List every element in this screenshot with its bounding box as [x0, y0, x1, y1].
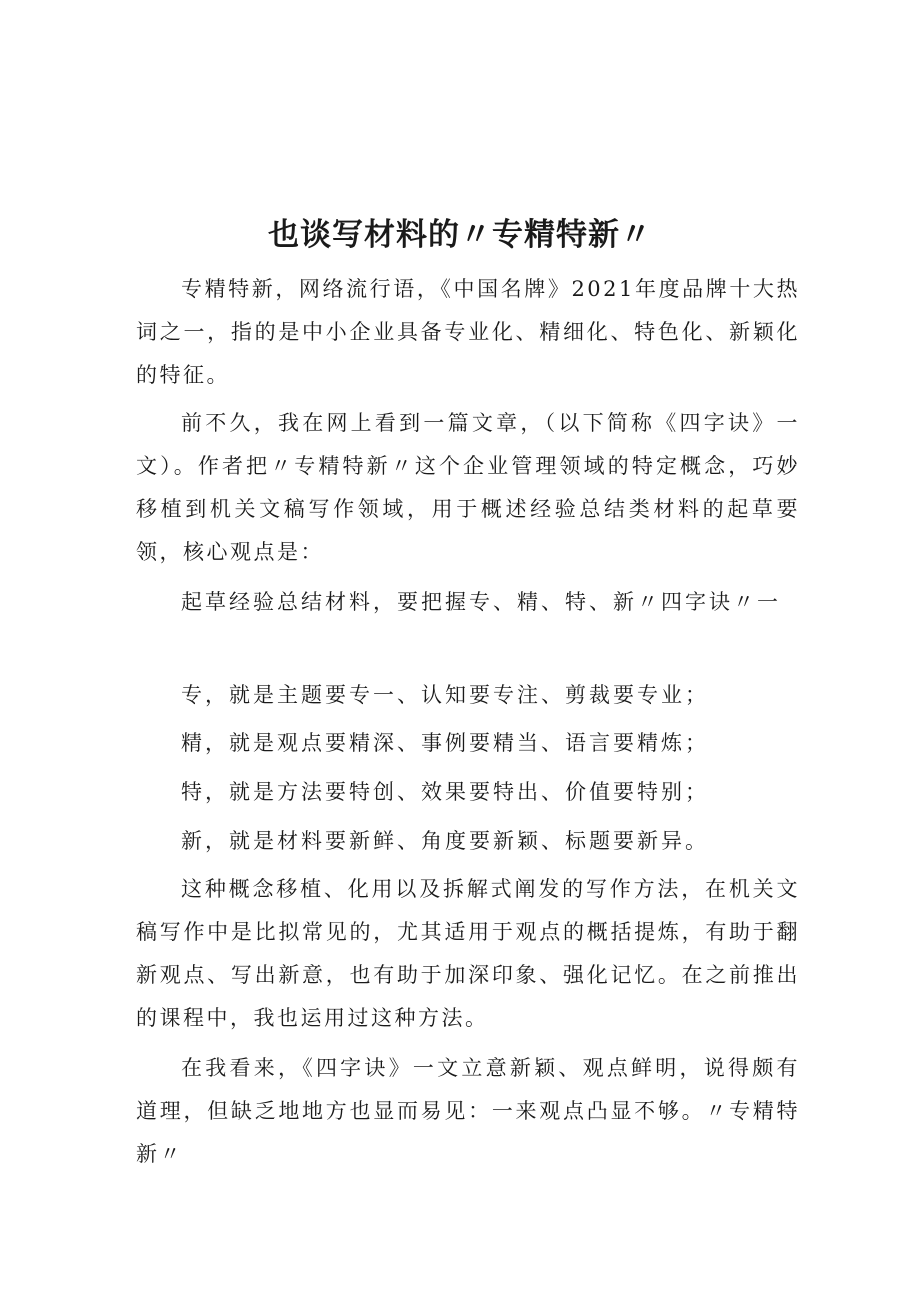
list-item-jing: 精，就是观点要精深、事例要精当、语言要精炼； — [181, 731, 709, 755]
paragraph-four-word-formula: 起草经验总结材料，要把握专、精、特、新〃四字诀〃一 — [181, 590, 781, 614]
document-title: 也谈写材料的〃专精特新〃 — [268, 217, 652, 253]
list-item-zhuan: 专，就是主题要专一、认知要专注、剪裁要专业； — [181, 683, 709, 707]
list-item-te: 特，就是方法要特创、效果要特出、价值要特别； — [181, 780, 709, 804]
paragraph-method-comment: 这种概念移植、化用以及拆解式阐发的写作方法，在机关文稿写作中是比拟常见的，尤其适用于观点的概括提炼，有助于翻新观点、写出新意，也有助于加深印象、强化记忆。在之前推出的课程中，我也运用过这种方法。 — [136, 877, 800, 1030]
paragraph-article-intro: 前不久，我在网上看到一篇文章，（以下简称《四字诀》一文）。作者把〃专精特新〃这个企业管理领域的特定概念，巧妙移植到机关文稿写作领域，用于概述经验总结类材料的起草要领，核心观点是： — [136, 411, 800, 564]
list-item-xin: 新，就是材料要新鲜、角度要新颖、标题要新异。 — [181, 829, 709, 853]
paragraph-definition: 专精特新，网络流行语，《中国名牌》2021年度品牌十大热词之一，指的是中小企业具备专业化、精细化、特色化、新颖化的特征。 — [136, 277, 800, 387]
paragraph-opinion: 在我看来，《四字诀》一文立意新颖、观点鲜明，说得颇有道理，但缺乏地地方也显而易见：一来观点凸显不够。〃专精特新〃 — [136, 1056, 800, 1166]
